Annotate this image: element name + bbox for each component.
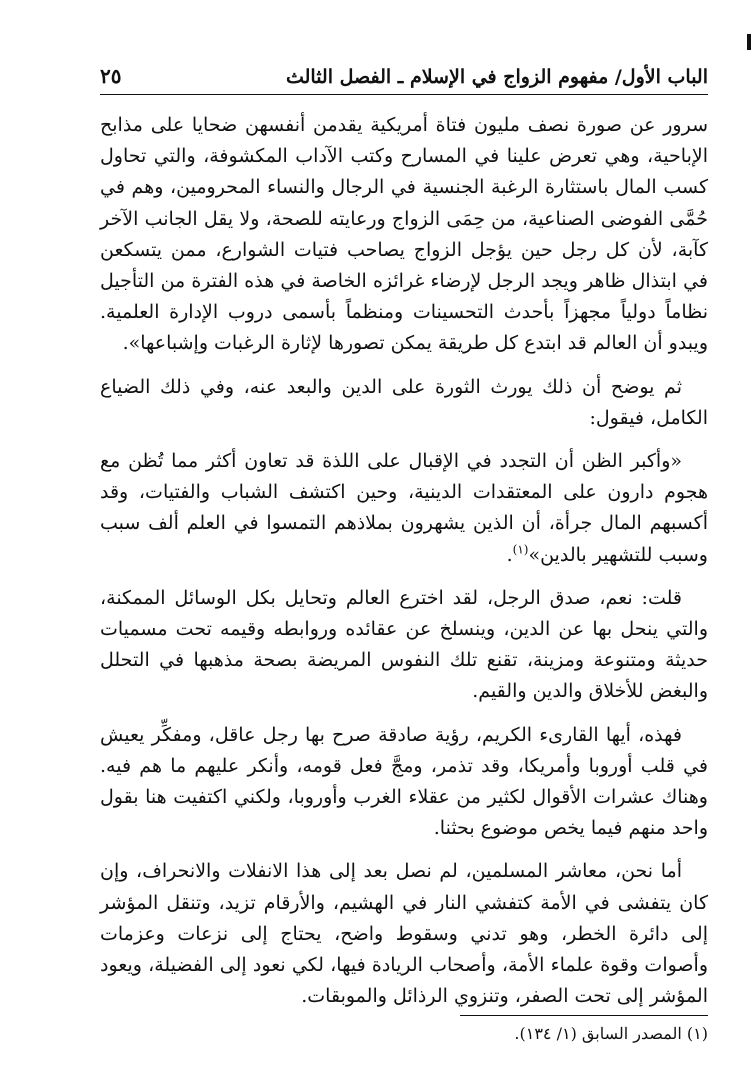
footnote: (١) المصدر السابق (١/ ١٣٤). bbox=[514, 1024, 708, 1043]
paragraph-2: ثم يوضح أن ذلك يورث الثورة على الدين والبعد عنه، وفي ذلك الضياع الكامل، فيقول: bbox=[100, 375, 708, 429]
quote-text: «وأكبر الظن أن التجدد في الإقبال على اللذة قد تعاون أكثر مما تُظن مع هجوم دارون على المعتقدات الدينية، وحين اكتشف الشباب والفتيات، وقد أكسبهم المال جرأة، أن الذين يشهرون بملاذهم التمسوا في العلم ألف سبب وسبب للتشهير بالدين» bbox=[100, 450, 708, 566]
paragraph-3-quote: «وأكبر الظن أن التجدد في الإقبال على اللذة قد تعاون أكثر مما تُظن مع هجوم دارون على المعتقدات الدينية، وحين اكتشف الشباب والفتيات، وقد أكسبهم المال جرأة، أن الذين يشهرون بملاذهم التمسوا في العلم ألف سبب وسبب للتشهير بالدين»$^{(١)}$. bbox=[100, 450, 708, 566]
page-header bbox=[100, 62, 708, 95]
paragraph-5: فهذه، أيها القارىء الكريم، رؤية صادقة صرح بها رجل عاقل، ومفكِّر يعيش في قلب أوروبا وأمريكا، وقد تذمر، ومجَّ فعل قومه، وأنكر عليهم ما هم فيه. وهناك عشرات الأقوال لكثير من عقلاء الغرب وأوروبا، ولكني اكتفيت هنا بقول واحد منهم فيما يخص موضوع بحثنا. bbox=[100, 723, 708, 840]
page-number: ٢٥ bbox=[100, 64, 122, 88]
running-title: الباب الأول/ مفهوم الزواج في الإسلام ـ الفصل الثالث bbox=[285, 66, 708, 88]
body-text bbox=[100, 110, 708, 1024]
footnote-reference[interactable]: (١) bbox=[512, 542, 529, 557]
footnote-divider bbox=[460, 1015, 708, 1016]
margin-mark bbox=[747, 34, 751, 50]
paragraph-6: أما نحن، معاشر المسلمين، لم نصل بعد إلى هذا الانفلات والانحراف، وإن كان يتفشى في الأمة كتفشي النار في الهشيم، والأرقام تزيد، وتنقل المؤشر إلى دائرة الخطر، وهو تدني وسقوط واضح، يحتاج إلى نزعات وعزمات وأصوات وقوة علماء الأمة، وأصحاب الريادة فيها، لكي نعود إلى الفضيلة، ويعود المؤشر إلى تحت الصفر، وتنزوي الرذائل والموبقات. bbox=[100, 860, 708, 1008]
paragraph-4: قلت: نعم، صدق الرجل، لقد اخترع العالم وتحايل بكل الوسائل الممكنة، والتي ينحل بها عن الدين، وينسلخ عن عقائده وروابطه وقيمه تحت مسميات حديثة ومتنوعة ومزينة، تقنع تلك النفوس المريضة بصحة مذهبها في التحلل والبغض للأخلاق والدين والقيم. bbox=[100, 586, 708, 703]
paragraph-1: سرور عن صورة نصف مليون فتاة أمريكية يقدمن أنفسهن ضحايا على مذابح الإباحية، وهي تعرض علينا في المسارح وكتب الآداب المكشوفة، والتي تحاول كسب المال باستثارة الرغبة الجنسية في الرجال والنساء المحرومين، وهم في حُمَّى الفوضى الصناعية، من حِمَى الزواج ورعايته للصحة، ولا يقل الجانب الآخر كآبة، لأن كل رجل حين يؤجل الزواج يصاحب فتيات الشوارع، ممن يتسكعن في ابتذال ظاهر ويجد الرجل لإرضاء غرائزه الخاصة في هذه الفترة من التأجيل نظاماً دولياً مجهزاً بأحدث التحسينات ومنظماً بأسمى دروب الإدارة العلمية. ويبدو أن العالم قد ابتدع كل طريقة يمكن تصورها لإثارة الرغبات وإشباعها». bbox=[100, 114, 708, 355]
